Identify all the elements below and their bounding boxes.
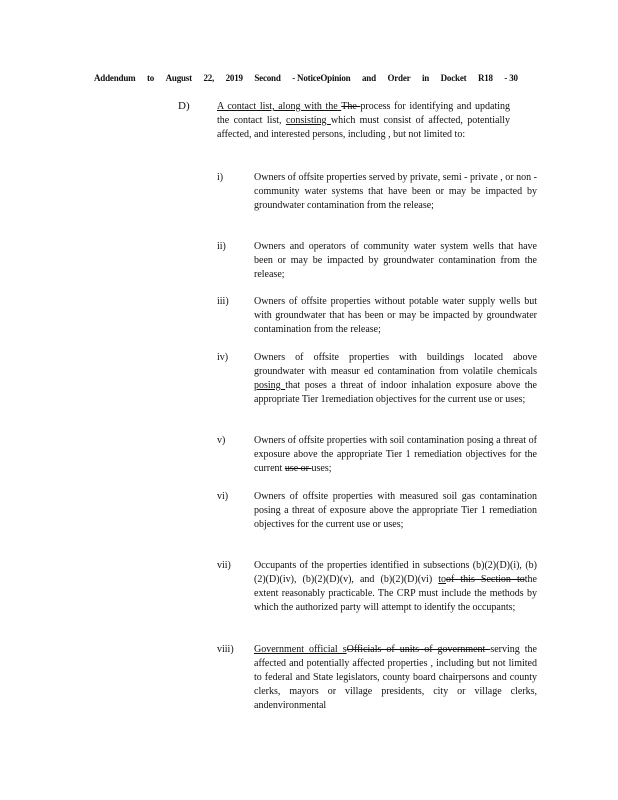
header-word: - NoticeOpinion [292, 73, 351, 83]
body-text: the extent reasonably practicable. The CRP must include the methods by which the authorized party will attempt to identify the occupants; [254, 574, 537, 613]
subitem-text: Owners and operators of community water system wells that have been or may be impacted by groundwater contamination from the release; [254, 241, 537, 280]
body-text: Owners of offsite properties with buildings located above groundwater with measur ed contamination from volatile chemicals [254, 352, 537, 377]
subitem-text [254, 351, 537, 407]
deleted-text: Officials of units of government [346, 644, 491, 655]
header-word: Second [254, 73, 281, 83]
header-word: to [146, 73, 155, 83]
header-word: Docket [440, 73, 467, 83]
subitem-number: vi) [217, 491, 229, 502]
inserted-text: posing [254, 380, 286, 391]
header-word: August [165, 73, 192, 83]
subitem-text: Owners of offsite properties with measured soil gas contamination posing a threat of exposure above the appropriate Tier 1 remediation objectives for the current use or uses; [254, 491, 537, 530]
inserted-text: to [438, 574, 446, 585]
header-word: R18 [477, 73, 493, 83]
body-text: which must consist of affected, potentially affected, and interested persons, including , but not limited to: [217, 115, 510, 140]
subitem-text [254, 434, 537, 476]
subitem-number: ii) [217, 241, 226, 252]
subitem-number: i) [217, 172, 224, 183]
inserted-text: consisting [285, 115, 331, 126]
subitem-text [254, 643, 537, 713]
subitem-number: viii) [217, 644, 234, 655]
item-d-text [217, 100, 510, 142]
page-header [94, 73, 518, 83]
body-text: process for identifying and updating the contact list, [217, 101, 510, 126]
inserted-text: A contact list, along with the [217, 101, 342, 112]
inserted-text: Government official s [254, 644, 347, 655]
subitem-text: Owners of offsite properties without potable water supply wells but with groundwater that has been or may be impacted by groundwater contamination from the release; [254, 296, 537, 335]
subitem-number: vii) [217, 560, 231, 571]
header-word: Order [387, 73, 411, 83]
deleted-text: The [341, 101, 361, 112]
body-text: Owners of offsite properties with soil contamination posing a threat of exposure above the appropriate Tier 1 remediation objectives for the current [254, 435, 537, 474]
subitem-text [254, 559, 537, 615]
body-text: Occupants of the properties identified in subsections (b)(2)(D)(i), (b)(2)(D)(iv), (b)(2)(D)(v), and (b)(2)(D)(vi) [254, 560, 537, 585]
body-text: uses; [311, 463, 332, 474]
subitem-number: v) [217, 435, 226, 446]
deleted-text: of this Section to [446, 574, 525, 585]
header-word: Addendum [94, 73, 136, 83]
header-word: in [421, 73, 430, 83]
subitem-text: Owners of offsite properties served by private, semi - private , or non -community water systems that have been or may be impacted by groundwater contamination from the release; [254, 172, 537, 211]
subitem-number: iv) [217, 352, 229, 363]
header-word: - 30 [504, 73, 518, 83]
deleted-text: use or [284, 463, 312, 474]
header-word: 22, [203, 73, 215, 83]
item-d-label: D) [178, 100, 190, 112]
body-text: that poses a threat of indoor inhalation exposure above the appropriate Tier 1remediation objectives for the current use or uses; [254, 380, 537, 405]
header-word: 2019 [225, 73, 243, 83]
body-text: serving the affected and potentially affected properties , including but not limited to federal and State legislators, county board chairpersons and county clerks, mayors or village presidents, city or village clerks, andenvironmental [254, 644, 537, 711]
subitem-number: iii) [217, 296, 229, 307]
header-word: and [362, 73, 376, 83]
